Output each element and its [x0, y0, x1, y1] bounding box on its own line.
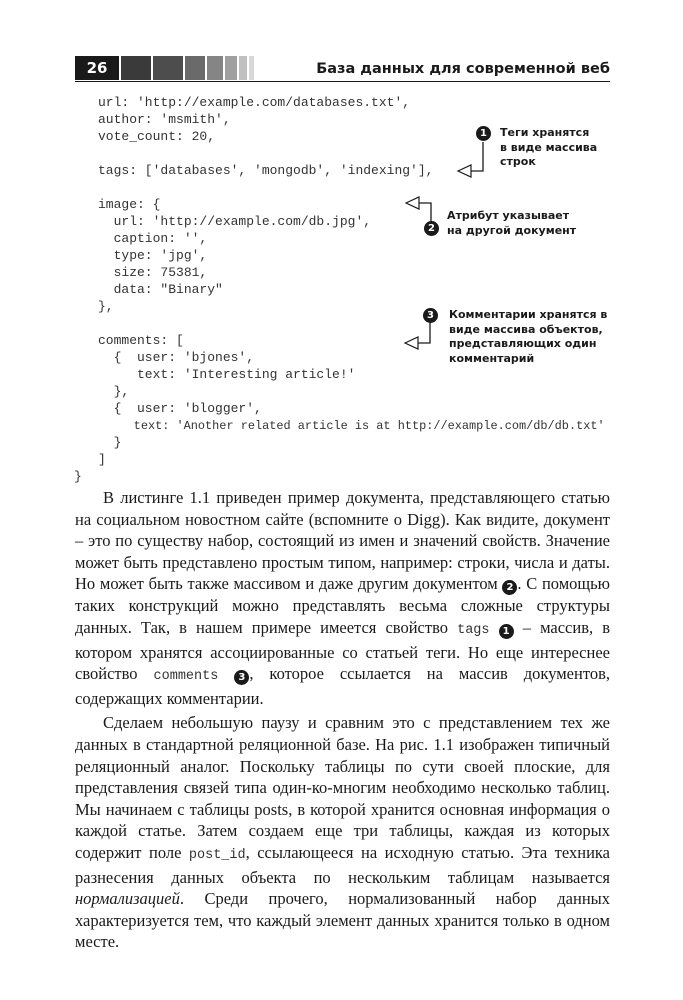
code-line: text: 'Interesting article!'	[98, 367, 356, 382]
arrow-line-3	[418, 322, 430, 343]
text-run: В листинге 1.1 приведен пример документа, представляющего статью на социальном новостном сайте (вспомните о Digg). Как видите, документ – это по существу набор, состоящий из имен и значений свойств. Значение может быть представлено простым типом, например: строки, числа и даты. Но может быть также массивом и даже другим документом	[75, 488, 610, 594]
code-line: }	[98, 435, 122, 450]
annotation-2	[447, 209, 576, 238]
term-normalization: нормализацией	[75, 889, 180, 909]
inline-callout-1: 1	[499, 624, 514, 639]
annotation-line: строк	[500, 155, 536, 168]
inline-callout-2: 2	[502, 580, 517, 595]
annotation-line: в виде массива	[500, 140, 598, 154]
code-line: url: 'http://example.com/db.jpg',	[98, 214, 372, 229]
code-line: image: {	[98, 197, 161, 212]
chapter-title: База данных для современной веб	[316, 61, 610, 77]
code-line: type: 'jpg',	[98, 248, 208, 263]
code-line: ]	[98, 452, 106, 467]
body-text	[75, 487, 610, 953]
inline-code-comments: comments	[153, 669, 219, 685]
text-run: – массив, в котором хранятся ассоциированные со статьей теги. Но еще интереснее свойство	[75, 617, 611, 684]
annotation-line: Атрибут указывает	[447, 209, 570, 222]
code-line: data: "Binary"	[98, 282, 223, 297]
code-line: { user: 'bjones',	[98, 350, 255, 365]
annotation-line: представляющих один	[449, 337, 597, 350]
code-line: size: 75381,	[98, 265, 208, 280]
code-line: }	[74, 469, 82, 484]
text-run: , которое ссылается на массив документов, содержащих комментарии.	[75, 664, 610, 708]
text-run: . С помощью таких конструкций можно представлять весьма сложные структуры данных. Так, в нашем примере имеется свойство	[75, 574, 610, 637]
code-line: { user: 'blogger',	[98, 401, 262, 416]
arrowhead-2	[406, 197, 419, 209]
page-number: 26	[75, 56, 119, 80]
inline-code-tags: tags	[457, 622, 490, 638]
code-line: author: 'msmith',	[98, 112, 231, 127]
annotation-1	[500, 126, 597, 170]
text-run: Сделаем небольшую паузу и сравним это с представлением тех же данных в стандартной реляционной базе. На рис. 1.1 изображен типичный реляционный аналог. Поскольку таблицы по сути своей плоские, для представления связей типа один-ко-многим необходимо несколько таблиц. Мы начинаем с таблицы posts, в которой хранится основная информация о каждой статье. Затем создаем еще три таблицы, каждая из которых содержит поле	[75, 713, 610, 862]
code-line: },	[98, 299, 114, 314]
annotation-line: на другой документ	[447, 223, 577, 237]
code-line: comments: [	[98, 333, 184, 348]
code-line: text: 'Another related article is at http://example.com/db/db.txt'	[98, 419, 605, 433]
arrowhead-3	[405, 337, 418, 349]
annotation-line: виде массива объектов,	[449, 322, 603, 336]
annotation-line: Теги хранятся	[500, 126, 590, 139]
annotation-line: комментарий	[449, 351, 535, 365]
callout-marker-2: 2	[424, 221, 439, 236]
code-line: },	[98, 384, 130, 399]
code-line: vote_count: 20,	[98, 129, 216, 144]
arrowhead-1	[458, 165, 471, 177]
callout-marker-1: 1	[476, 126, 491, 141]
text-run: , ссылающееся на исходную статью. Эта техника разнесения данных объекта по нескольким таблицам называется	[75, 842, 610, 887]
callout-marker-3: 3	[423, 308, 438, 323]
inline-callout-3: 3	[234, 670, 249, 685]
annotation-3	[449, 308, 607, 366]
code-line: caption: '',	[98, 231, 208, 246]
text-run: . Среди прочего, нормализованный набор данных характеризуется тем, что каждый элемент данных хранится только в одном месте.	[75, 889, 610, 952]
inline-code-post-id: post_id	[188, 847, 246, 863]
code-line: url: 'http://example.com/databases.txt',	[98, 95, 411, 110]
code-line: tags: ['databases', 'mongodb', 'indexing'],	[98, 163, 434, 178]
annotation-line: Комментарии хранятся в	[449, 308, 608, 321]
paragraph	[75, 712, 610, 953]
arrow-line-1	[471, 142, 483, 171]
paragraph	[75, 487, 610, 709]
